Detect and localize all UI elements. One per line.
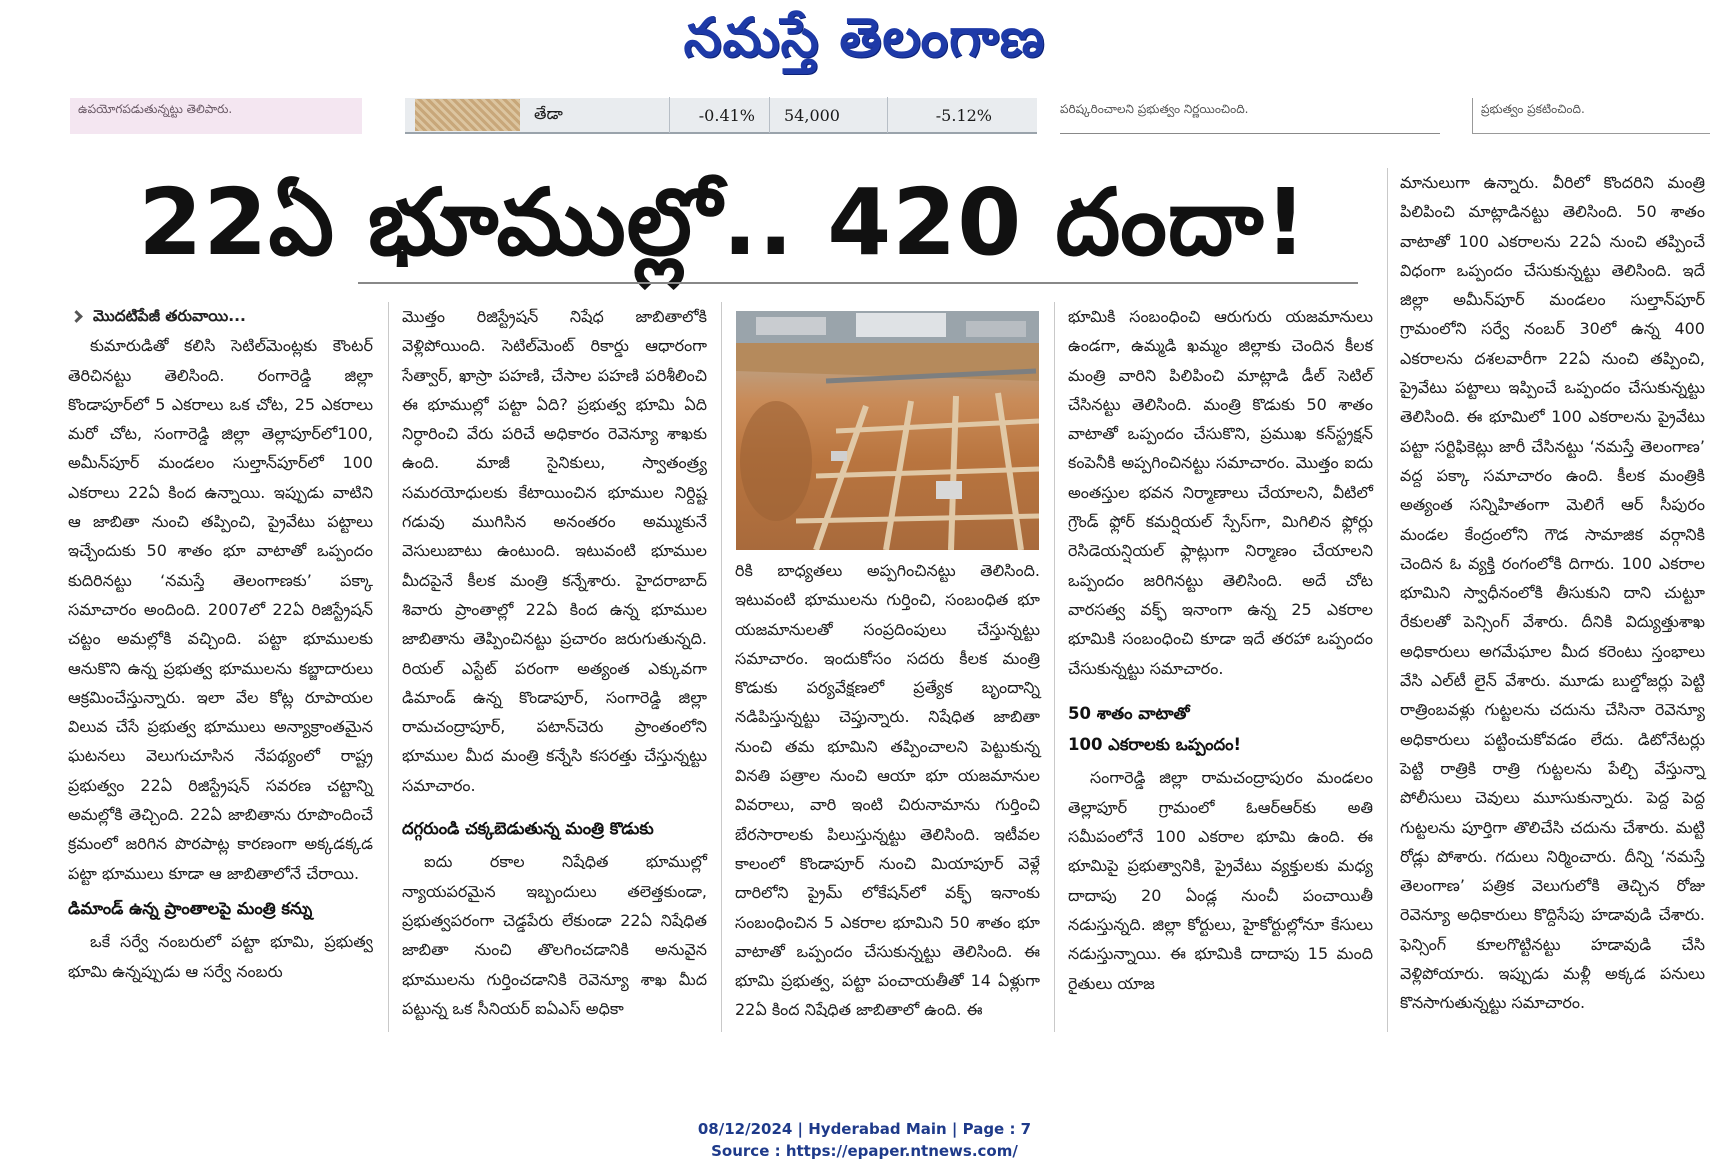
column-divider: [721, 302, 722, 1032]
article-column-5: [1400, 168, 1705, 1018]
chevron-right-icon: [70, 310, 83, 323]
edition-info: 08/12/2024 | Hyderabad Main | Page : 7: [697, 1120, 1032, 1138]
column-divider: [1054, 302, 1055, 1032]
column-divider: [1387, 168, 1388, 1032]
article-paragraph: సంగారెడ్డి జిల్లా రామచంద్రాపురం మండలం తెల్లాపూర్ గ్రామంలో ఓఆర్‌ఆర్‌కు అతి సమీపంలోనే 100 ఎకరాల భూమి ఉంది. ఈ భూమిపై ప్రభుత్వానికి, ప్రైవేటు వ్యక్తులకు మధ్య దాదాపు 20 ఏండ్ల నుంచీ పంచాయితీ నడుస్తున్నది. జిల్లా కోర్టులు, హైకోర్టుల్లోనూ కేసులు నడుస్తున్నాయి. ఈ భూమికి దాదాపు 15 మంది రైతులు యాజ: [1068, 768, 1373, 993]
article-paragraph: కుమారుడితో కలిసి సెటిల్‌మెంట్లకు కౌంటర్ తెరిచినట్టు తెలిసింది. రంగారెడ్డి జిల్లా కొండాపూర్‌లో 5 ఎకరాలు ఒక చోట, 25 ఎకరాలు మరో చోట, సంగారెడ్డి జిల్లా తెల్లాపూర్‌లో100, అమీన్‌పూర్ మండలం సుల్తాన్‌పూర్‌లో 100 ఎకరాలు 22ఏ కింద ఉన్నాయి. ఇప్పుడు వాటిని ఆ జాబితా నుంచి తప్పించి, ప్రైవేటు పట్టాలు ఇచ్చేందుకు 50 శాతం భూ వాటాతో ఒప్పందం కుదిరినట్టు ‘నమస్తే తెలంగాణకు’ పక్కా సమాచారం అందింది. 2007లో 22ఏ రిజిస్ట్రేషన్ చట్టం అమల్లోకి వచ్చింది. పట్టా భూములకు ఆనుకొని ఉన్న ప్రభుత్వ భూములను కబ్జాదారులు ఆక్రమించేస్తున్నారు. ఇలా వేల కోట్ల రూపాయల విలువ చేసే ప్రభుత్వ భూములు అన్యాక్రాంతమైన ఘటనలు వెలుగుచూసిన నేపథ్యంలో రాష్ట్ర ప్రభుత్వం 22ఏ రిజిస్ట్రేషన్ సవరణ చట్టాన్ని అమల్లోకి తెచ్చింది. 22ఏ జాబితాను రూపొందించే క్రమంలో జరిగిన పొరపాట్ల కారణంగా అక్కడక్కడ పట్టా భూములు కూడా ఆ జాబితాలోనే చేరాయి.: [68, 336, 373, 883]
commodity-change-2: -5.12%: [935, 105, 992, 125]
article-subheading: 100 ఎకరాలకు ఒప్పందం!: [1068, 735, 1242, 755]
article-photo-aerial-land: [736, 311, 1039, 550]
article-column-3: [735, 556, 1040, 1025]
continued-label: మొదటిపేజీ తరువాయి...: [93, 307, 246, 325]
source-link[interactable]: Source : https://epaper.ntnews.com/: [711, 1142, 1018, 1160]
commodity-label: తేడా: [520, 97, 670, 133]
article-paragraph: మొత్తం రిజిస్ట్రేషన్ నిషేధ జాబితాలోకి వెళ్లిపోయింది. సెటిల్‌మెంట్ రికార్డు ఆధారంగా సేత్వార్, ఖాస్రా పహణి, చేసాల పహణి పరిశీలించి ఈ భూముల్లో పట్టా ఏది? ప్రభుత్వ భూమి ఏది నిర్ధారించి వేరు పరిచే అధికారం రెవెన్యూ శాఖకు ఉంది. మాజీ సైనికులు, స్వాతంత్ర్య సమరయోధులకు కేటాయించిన భూముల నిర్దిష్ట గడువు ముగిసిన అనంతరం అమ్ముకునే వెసులుబాటు ఉంటుంది. ఇటువంటి భూముల మీదపైనే కీలక మంత్రి కన్నేశారు. హైదరాబాద్ శివారు ప్రాంతాల్లో 22ఏ కింద ఉన్న భూముల జాబితాను తెప్పించినట్టు ప్రచారం జరుగుతున్నది. రియల్ ఎస్టేట్ పరంగా అత్యంత ఎక్కువగా డిమాండ్ ఉన్న కొండాపూర్, సంగారెడ్డి జిల్లా రామచంద్రాపూర్, పటాన్‌చెరు ప్రాంతంలోని భూముల మీద మంత్రి కన్నేసి కసరత్తు చేస్తున్నట్టు సమాచారం.: [402, 307, 707, 795]
article-subheading: 50 శాతం వాటాతో: [1068, 703, 1190, 723]
commodity-price: 54,000: [770, 97, 888, 133]
article-paragraph: ఐదు రకాల నిషేధిత భూముల్లో న్యాయపరమైన ఇబ్బందులు తలెత్తకుండా, ప్రభుత్వపరంగా చెడ్డపేరు లేకుండా 22ఏ నిషేధిత జాబితా నుంచి తొలగించడానికి అనువైన భూములను గుర్తించడానికి రెవెన్యూ శాఖ మీద పట్టున్న ఒక సీనియర్ ఐఏఎస్ అధికా: [402, 852, 707, 1018]
aerial-plots-illustration: [736, 311, 1039, 550]
top-strip: [70, 98, 1710, 136]
top-strip-middle-snippet: పరిష్కరించాలని ప్రభుత్వం నిర్ణయించింది.: [1060, 98, 1440, 134]
article-paragraph: భూమికి సంబంధించి ఆరుగురు యజమానులు ఉండగా, ఉమ్మడి ఖమ్మం జిల్లాకు చెందిన కీలక మంత్రి వారిని పిలిపించి మాట్లాడి డీల్ సెటిల్ చేసినట్టు తెలిసింది. మంత్రి కొడుకు 50 శాతం వాటాతో ఒప్పందం చేసుకొని, ప్రముఖ కన్‌స్ట్రక్షన్ కంపెనీకి అప్పగించినట్టు సమాచారం. మొత్తం ఐదు అంతస్తుల భవన నిర్మాణాలు చేయాలని, వీటిలో గ్రౌండ్ ఫ్లోర్ కమర్షియల్ స్పేస్‌గా, మిగిలిన ఫ్లోర్లు రెసిడెయన్షియల్ ఫ్లాట్లుగా నిర్మాణం చేయాలని ఒప్పందం జరిగినట్టు తెలిసింది. అదే చోట వారసత్వ వక్ఫ్ ఇనాంగా ఉన్న 25 ఎకరాల భూమికి సంబంధించి కూడా ఇదే తరహా ఒప్పందం చేసుకున్నట్టు సమాచారం.: [1068, 307, 1373, 678]
masthead: [0, 6, 1729, 83]
article-column-1: [68, 302, 373, 986]
article-paragraph: రికి బాధ్యతలు అప్పగించినట్టు తెలిసింది. ఇటువంటి భూములను గుర్తించి, సంబంధిత భూ యజమానులతో సంప్రదింపులు చేస్తున్నట్టు సమాచారం. ఇందుకోసం సదరు కీలక మంత్రి కొడుకు పర్యవేక్షణలో ప్రత్యేక బృందాన్ని నడిపిస్తున్నట్టు చెప్తున్నారు. నిషేధిత జాబితా నుంచి తమ భూమిని తప్పించాలని పెట్టుకున్న వినతి పత్రాల నుంచి ఆయా భూ యజమానుల వివరాలు, వారి ఇంటి చిరునామాను గుర్తించి బేరసారాలకు పిలుస్తున్నట్టు తెలిసింది. ఇటీవల కాలంలో కొండాపూర్ నుంచి మియాపూర్ వెళ్లే దారిలోని ప్రైమ్ లోకేషన్‌లో వక్ఫ్ ఇనాంకు సంబంధించిన 5 ఎకరాల భూమిని 50 శాతం భూ వాటాతో ఒప్పందం చేసుకున్నట్టు తెలిసింది. ఈ భూమి ప్రభుత్వ, పట్టా పంచాయతీతో 14 ఏళ్లుగా 22ఏ కింద నిషేధిత జాబితాలో ఉంది. ఈ: [735, 561, 1040, 1020]
article-column-2: [402, 302, 707, 1023]
commodity-price-table: [405, 98, 1037, 134]
article-subheading: దగ్గరుండి చక్కబెడుతున్న మంత్రి కొడుకు: [402, 819, 654, 839]
article-paragraph: ఒకే సర్వే నంబరులో పట్టా భూమి, ప్రభుత్వ భూమి ఉన్నప్పుడు ఆ సర్వే నంబరు: [68, 932, 373, 981]
commodity-change-1: -0.41%: [670, 97, 770, 133]
article-headline: 22ఏ భూముల్లో.. 420 దందా!: [138, 169, 1308, 276]
headline-underline: [358, 282, 1358, 284]
page-footer: [0, 1118, 1729, 1162]
commodity-image: [415, 99, 520, 131]
newspaper-logo: నమస్తే తెలంగాణ: [683, 6, 1046, 69]
article-subheading: డిమాండ్ ఉన్న ప్రాంతాలపై మంత్రి కన్ను: [68, 898, 313, 918]
top-strip-right-snippet: ప్రభుత్వం ప్రకటించింది.: [1472, 98, 1710, 134]
continued-from-front-page: [68, 302, 373, 331]
top-strip-left-snippet: ఉపయోగపడుతున్నట్టు తెలిపారు.: [70, 98, 362, 134]
article-paragraph: మానులుగా ఉన్నారు. వీరిలో కొందరిని మంత్రి పిలిపించి మాట్లాడినట్టు తెలిసింది. 50 శాతం వాటాతో 100 ఎకరాలను 22ఏ నుంచి తప్పించే విధంగా ఒప్పందం చేసుకున్నట్టు తెలిసింది. ఇదే జిల్లా అమీన్‌పూర్ మండలం సుల్తాన్‌పూర్ గ్రామంలోని సర్వే నంబర్ 30లో ఉన్న 400 ఎకరాలను దశలవారీగా 22ఏ నుంచి తప్పించి, ప్రైవేటు పట్టాలు ఇప్పించే ఒప్పందం చేసుకున్నట్టు తెలిసింది. ఈ భూమిలో 100 ఎకరాలను ప్రైవేటు పట్టా సర్టిఫికెట్లు జారీ చేసినట్టు ‘నమస్తే తెలంగాణ’ వద్ద పక్కా సమాచారం ఉంది. కీలక మంత్రికి అత్యంత సన్నిహితంగా మెలిగే ఆర్ సీపురం మండల కేంద్రంలోని గౌడ సామాజిక వర్గానికి చెందిన ఓ వ్యక్తి రంగంలోకి దిగారు. 100 ఎకరాల భూమిని స్వాధీనంలోకి తీసుకుని దాని చుట్టూ రేకులతో పెన్సింగ్ వేశారు. దీనికి విద్యుత్తుశాఖ అధికారులు అగమేఘాల మీద కరెంటు స్తంభాలు వేసి ఎల్‌టీ లైన్ వేశారు. మూడు బుల్డోజర్లు పెట్టి రాత్రింబవళ్లు గుట్టలను చదును చేసినా రెవెన్యూ అధికారులు పట్టించుకోవడం లేదు. డిటోనేటర్లు పెట్టి రాత్రికి రాత్రి గుట్టలను పేల్చి వేస్తున్నా పోలీసులు చెవులు మూసుకున్నారు. పెద్ద పెద్ద గుట్టలను పూర్తిగా తొలిచేసి చదును చేశారు. మట్టి రోడ్లు పోశారు. గదులు నిర్మించారు. దీన్ని ‘నమస్తే తెలంగాణ’ పత్రిక వెలుగులోకి తెచ్చిన రోజు రెవెన్యూ అధికారులు కొద్దిసేపు హడావుడి చేశారు. ఫెన్సింగ్ కూలగొట్టినట్టు హడావుడి చేసి వెళ్లిపోయారు. ఇప్పుడు మళ్లీ అక్కడ పనులు కొనసాగుతున్నట్టు సమాచారం.: [1400, 173, 1705, 1013]
column-divider: [388, 302, 389, 1032]
article-column-4: [1068, 302, 1373, 998]
